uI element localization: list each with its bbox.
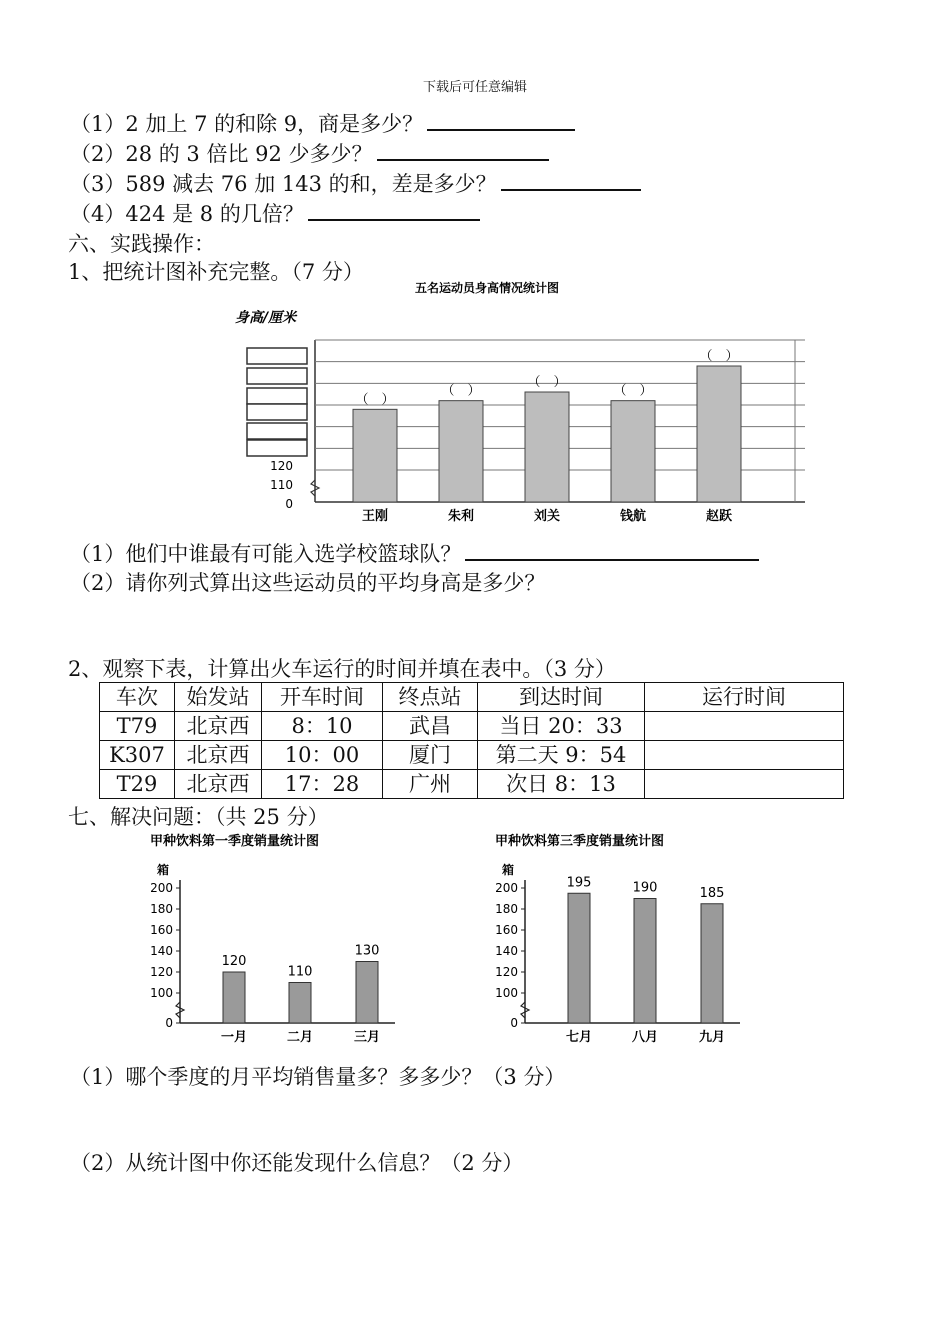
run-time-blank[interactable] [645, 741, 844, 770]
col-header: 开车时间 [262, 683, 383, 712]
height-bar [439, 401, 483, 502]
table-cell: 武昌 [383, 712, 478, 741]
question-3-text: （3）589 减去 76 加 143 的和，差是多少？ [70, 172, 497, 196]
y-tick-label: 140 [495, 944, 518, 958]
table-cell: 17：28 [262, 770, 383, 799]
y-tick-blank-box[interactable] [247, 348, 307, 364]
sales-bar [223, 972, 245, 1023]
y-tick-label: 0 [510, 1016, 518, 1030]
category-label: 赵跃 [705, 509, 733, 524]
col-header: 终点站 [383, 683, 478, 712]
s7-question-2: （2）从统计图中你还能发现什么信息？（2 分） [70, 1151, 524, 1175]
question-1 [70, 108, 575, 138]
height-bar-chart [205, 280, 815, 525]
sales-bar [634, 899, 656, 1024]
bar-value-label: 195 [566, 875, 592, 891]
y-tick-label: 160 [495, 923, 518, 937]
bar-value-blank[interactable]: （ ） [613, 383, 653, 399]
y-tick-label: 200 [495, 881, 518, 895]
sales-bar [289, 983, 311, 1024]
table-cell: 北京西 [175, 712, 262, 741]
bar-value-label: 120 [221, 954, 247, 969]
question-2 [70, 138, 549, 168]
y-tick-label: 100 [150, 986, 173, 1000]
col-header: 始发站 [175, 683, 262, 712]
question-1-text: （1）2 加上 7 的和除 9，商是多少？ [70, 112, 424, 136]
table-cell: K307 [100, 741, 175, 770]
table-cell: 次日 8：13 [478, 770, 645, 799]
answer-blank-basketball[interactable] [465, 541, 759, 561]
y-tick-blank-box[interactable] [247, 440, 307, 456]
table-header-row [100, 683, 844, 712]
y-tick-blank-box[interactable] [247, 388, 307, 404]
y-tick-label: 120 [495, 965, 518, 979]
month-label: 七月 [565, 1030, 593, 1045]
y-tick-label: 180 [495, 902, 518, 916]
bar-value-blank[interactable]: （ ） [355, 392, 395, 408]
bar-value-label: 110 [287, 964, 313, 980]
answer-blank-1[interactable] [427, 111, 575, 131]
bar-value-blank[interactable]: （ ） [527, 375, 567, 390]
height-bar [611, 401, 655, 502]
table-row [100, 712, 844, 741]
bar-value-blank[interactable]: （ ） [441, 383, 481, 399]
table-row [100, 741, 844, 770]
height-chart-ylabel: 身高/厘米 [235, 310, 297, 326]
sales-bar [356, 962, 378, 1024]
question-4 [70, 198, 480, 228]
month-label: 二月 [286, 1030, 314, 1045]
height-bar [525, 392, 569, 502]
q1-chart-ylabel: 箱 [157, 863, 170, 877]
height-y-tick: 0 [285, 497, 293, 511]
task-2-title: 2、观察下表，计算出火车运行的时间并填在表中。（3 分） [68, 657, 616, 681]
q3-chart-title: 甲种饮料第三季度销量统计图 [495, 834, 665, 849]
run-time-blank[interactable] [645, 770, 844, 799]
y-tick-label: 0 [165, 1016, 173, 1030]
category-label: 刘关 [533, 509, 561, 524]
month-label: 九月 [698, 1030, 726, 1045]
question-3 [70, 168, 641, 198]
table-cell: 当日 20：33 [478, 712, 645, 741]
table-cell: 北京西 [175, 770, 262, 799]
y-tick-blank-box[interactable] [247, 368, 307, 384]
table-cell: 10：00 [262, 741, 383, 770]
section-7-title: 七、解决问题：（共 25 分） [68, 805, 329, 829]
q1-sales-bar-chart [130, 830, 420, 1050]
height-chart-title: 五名运动员身高情况统计图 [415, 281, 560, 295]
page-header: 下载后可任意编辑 [422, 80, 527, 95]
table-row [100, 770, 844, 799]
s6-question-1 [70, 538, 759, 568]
height-y-tick: 110 [270, 478, 293, 492]
q3-chart-ylabel: 箱 [502, 863, 515, 877]
answer-blank-3[interactable] [501, 171, 641, 191]
bar-value-blank[interactable]: （ ） [699, 349, 739, 364]
y-tick-label: 100 [495, 986, 518, 1000]
table-cell: 广州 [383, 770, 478, 799]
section-6-title: 六、实践操作： [68, 232, 215, 256]
table-cell: 北京西 [175, 741, 262, 770]
col-header: 车次 [100, 683, 175, 712]
bar-value-label: 190 [632, 880, 658, 896]
run-time-blank[interactable] [645, 712, 844, 741]
answer-blank-2[interactable] [377, 141, 549, 161]
table-cell: 第二天 9：54 [478, 741, 645, 770]
table-cell: 8：10 [262, 712, 383, 741]
task-1-title: 1、把统计图补充完整。（7 分） [68, 260, 364, 284]
q3-sales-bar-chart [475, 830, 775, 1050]
table-cell: T79 [100, 712, 175, 741]
y-tick-blank-box[interactable] [247, 423, 307, 439]
y-tick-label: 180 [150, 902, 173, 916]
category-label: 钱航 [619, 509, 647, 524]
train-table [99, 682, 844, 799]
y-tick-label: 120 [150, 965, 173, 979]
q1-chart-title: 甲种饮料第一季度销量统计图 [150, 834, 320, 849]
category-label: 王刚 [361, 509, 389, 524]
answer-blank-4[interactable] [308, 201, 480, 221]
col-header: 运行时间 [645, 683, 844, 712]
question-4-text: （4）424 是 8 的几倍？ [70, 202, 304, 226]
category-label: 朱利 [447, 509, 475, 524]
sales-bar [701, 904, 723, 1023]
y-tick-label: 160 [150, 923, 173, 937]
height-bar [697, 366, 741, 502]
table-cell: 厦门 [383, 741, 478, 770]
bar-value-label: 185 [699, 885, 725, 901]
sales-bar [568, 893, 590, 1023]
y-tick-label: 140 [150, 944, 173, 958]
s7-question-1: （1）哪个季度的月平均销售量多？多多少？（3 分） [70, 1065, 566, 1089]
month-label: 三月 [353, 1030, 381, 1045]
table-cell: T29 [100, 770, 175, 799]
col-header: 到达时间 [478, 683, 645, 712]
s6-question-1-text: （1）他们中谁最有可能入选学校篮球队？ [70, 542, 462, 566]
y-tick-blank-box[interactable] [247, 404, 307, 420]
s6-question-2: （2）请你列式算出这些运动员的平均身高是多少？ [70, 571, 546, 595]
height-bar [353, 409, 397, 502]
y-tick-label: 200 [150, 881, 173, 895]
month-label: 一月 [220, 1030, 248, 1045]
question-2-text: （2）28 的 3 倍比 92 少多少？ [70, 142, 373, 166]
height-y-tick: 120 [270, 459, 293, 473]
month-label: 八月 [631, 1030, 659, 1045]
bar-value-label: 130 [354, 943, 380, 959]
